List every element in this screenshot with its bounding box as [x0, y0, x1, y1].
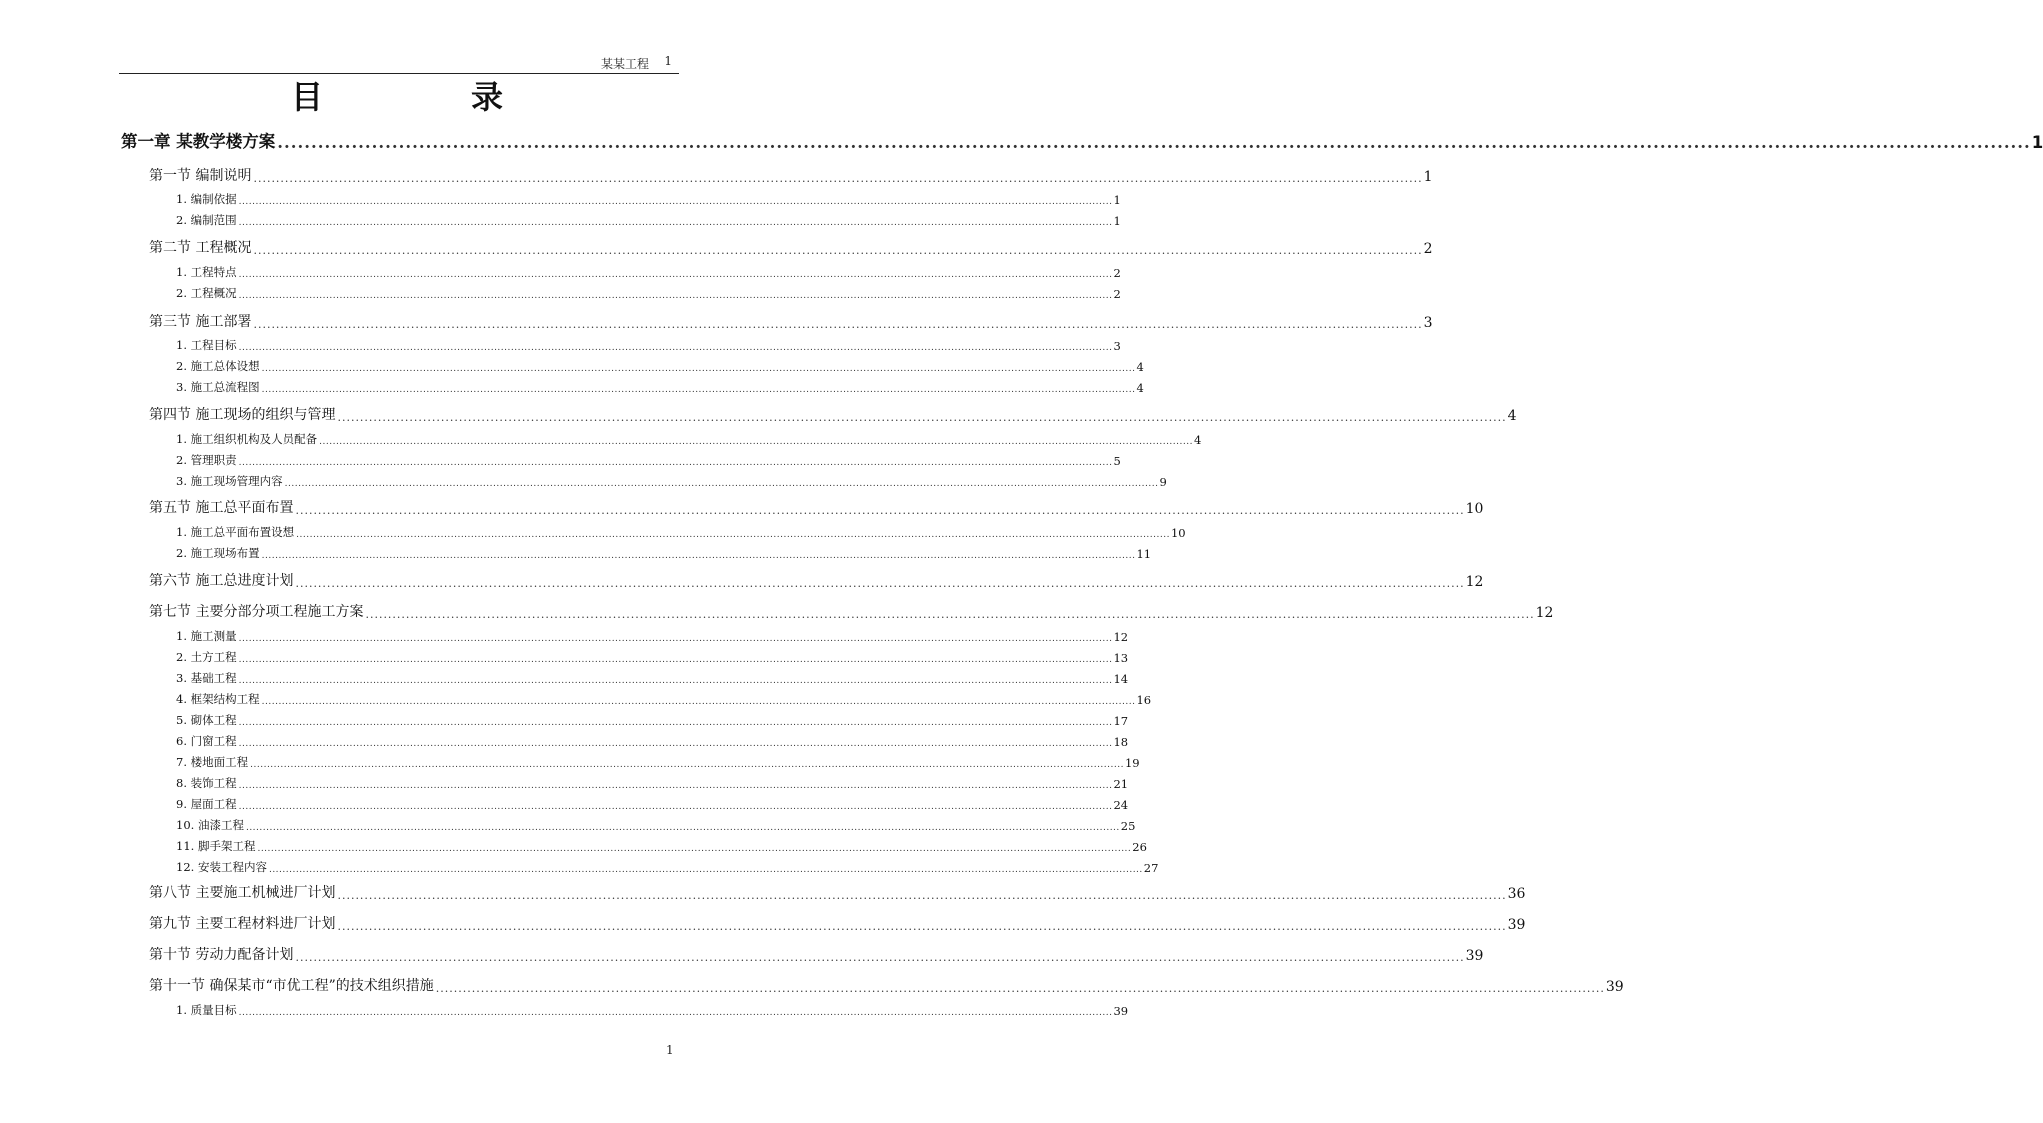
toc-entry-title: 第八节 主要施工机械进厂计划	[149, 885, 336, 901]
toc-entry-title: 第六节 施工总进度计划	[149, 573, 294, 589]
toc-entry-title: 第十一节 确保某市“市优工程”的技术组织措施	[149, 978, 434, 994]
toc-leader-dots: ....................................................................................................................................................................................................................................................................	[365, 608, 1535, 621]
toc-entry-page: 2	[1113, 287, 1121, 301]
toc-entry-title: 2. 土方工程	[176, 650, 237, 664]
toc-leader-dots: ....................................................................................................................................................................................................................................................................	[337, 889, 1507, 902]
toc-section[interactable]	[149, 237, 1433, 257]
toc-entry-page: 4	[1136, 360, 1144, 374]
toc-entry-title: 5. 砌体工程	[176, 713, 237, 727]
toc-subsection[interactable]	[176, 545, 1152, 561]
toc-leader-dots: ....................................................................................................................................................................................................................................................................	[250, 760, 1124, 770]
toc-leader-dots: ....................................................................................................................................................................................................................................................................	[238, 718, 1113, 728]
toc-entry-title: 2. 管理职责	[176, 453, 237, 467]
toc-entry-title: 4. 框架结构工程	[176, 692, 260, 706]
toc-section[interactable]	[149, 404, 1517, 424]
toc-entry-title: 1. 施工组织机构及人员配备	[176, 432, 318, 446]
toc-leader-dots: ....................................................................................................................................................................................................................................................................	[245, 823, 1120, 833]
toc-subsection[interactable]	[176, 691, 1152, 707]
toc-subsection[interactable]	[176, 670, 1129, 686]
toc-leader-dots: ....................................................................................................................................................................................................................................................................	[295, 577, 1465, 590]
toc-entry-page: 13	[1113, 651, 1129, 665]
toc-leader-dots: ....................................................................................................................................................................................................................................................................	[261, 551, 1136, 561]
toc-leader-dots: ....................................................................................................................................................................................................................................................................	[261, 697, 1136, 707]
toc-entry-page: 39	[1605, 979, 1624, 995]
toc-entry-page: 26	[1132, 840, 1147, 854]
toc-entry-title: 3. 施工总流程图	[176, 380, 260, 394]
toc-leader-dots: ....................................................................................................................................................................................................................................................................	[261, 364, 1136, 374]
toc-entry-page: 39	[1113, 1004, 1129, 1018]
toc-leader-dots: ....................................................................................................................................................................................................................................................................	[253, 172, 1423, 185]
toc-entry-title: 7. 楼地面工程	[176, 755, 249, 769]
toc-entry-title: 第七节 主要分部分项工程施工方案	[149, 604, 364, 620]
toc-leader-dots: ....................................................................................................................................................................................................................................................................	[257, 844, 1132, 854]
toc-leader-dots: ....................................................................................................................................................................................................................................................................	[238, 655, 1113, 665]
toc-subsection[interactable]	[176, 212, 1121, 228]
toc-leader-dots: ....................................................................................................................................................................................................................................................................	[284, 479, 1159, 489]
toc-entry-title: 第三节 施工部署	[149, 314, 252, 330]
toc-entry-title: 第五节 施工总平面布置	[149, 500, 294, 516]
toc-entry-title: 12. 安装工程内容	[176, 860, 267, 874]
toc-leader-dots: ....................................................................................................................................................................................................................................................................	[253, 244, 1423, 257]
toc-section[interactable]	[149, 570, 1484, 590]
toc-subsection[interactable]	[176, 796, 1129, 812]
toc-entry-page: 3	[1423, 315, 1433, 331]
page-title: 目 录	[290, 78, 561, 116]
toc-subsection[interactable]	[176, 431, 1202, 447]
toc-section[interactable]	[149, 913, 1526, 933]
toc-subsection[interactable]	[176, 817, 1136, 833]
toc-entry-page: 36	[1507, 886, 1526, 902]
toc-entry-title: 10. 油漆工程	[176, 818, 244, 832]
toc-entry-page: 1	[1423, 169, 1433, 185]
toc-subsection[interactable]	[176, 1002, 1129, 1018]
toc-subsection[interactable]	[176, 838, 1147, 854]
toc-entry-title: 1. 施工测量	[176, 629, 237, 643]
toc-subsection[interactable]	[176, 337, 1121, 353]
toc-leader-dots: ....................................................................................................................................................................................................................................................................	[238, 676, 1113, 686]
toc-entry-page: 3	[1113, 339, 1121, 353]
toc-entry-page: 11	[1136, 547, 1152, 561]
toc-subsection[interactable]	[176, 285, 1121, 301]
toc-subsection[interactable]	[176, 859, 1159, 875]
toc-entry-title: 8. 装饰工程	[176, 776, 237, 790]
toc-entry-page: 5	[1113, 454, 1121, 468]
toc-subsection[interactable]	[176, 379, 1144, 395]
toc-entry-title: 6. 门窗工程	[176, 734, 237, 748]
page-header	[119, 54, 679, 74]
toc-entry-title: 1. 工程特点	[176, 265, 237, 279]
toc-subsection[interactable]	[176, 754, 1140, 770]
toc-entry-page: 1	[2031, 133, 2043, 152]
toc-entry-title: 第九节 主要工程材料进厂计划	[149, 916, 336, 932]
toc-entry-title: 第一章 某教学楼方案	[121, 132, 276, 151]
toc-leader-dots: ....................................................................................................................................................................................................................................................................	[238, 197, 1113, 207]
toc-entry-page: 10	[1465, 501, 1484, 517]
toc-section[interactable]	[149, 944, 1484, 964]
toc-section[interactable]	[149, 601, 1554, 621]
header-title: 某某工程	[600, 57, 649, 71]
toc-subsection[interactable]	[176, 712, 1129, 728]
toc-section[interactable]	[149, 882, 1526, 902]
toc-entry-title: 2. 施工总体设想	[176, 359, 260, 373]
toc-entry-title: 3. 基础工程	[176, 671, 237, 685]
toc-entry-page: 4	[1507, 408, 1517, 424]
toc-entry-page: 1	[1113, 214, 1121, 228]
toc-entry-page: 27	[1143, 861, 1159, 875]
toc-entry-page: 14	[1113, 672, 1129, 686]
toc-leader-dots: ....................................................................................................................................................................................................................................................................	[268, 865, 1143, 875]
toc-entry-page: 39	[1507, 917, 1526, 933]
toc-entry-page: 1	[1113, 193, 1121, 207]
toc-leader-dots: ....................................................................................................................................................................................................................................................................	[238, 270, 1113, 280]
toc-entry-title: 3. 施工现场管理内容	[176, 474, 283, 488]
toc-leader-dots: ....................................................................................................................................................................................................................................................................	[296, 530, 1170, 540]
toc-subsection[interactable]	[176, 524, 1186, 540]
toc-leader-dots: ....................................................................................................................................................................................................................................................................	[238, 802, 1113, 812]
toc-leader-dots: ....................................................................................................................................................................................................................................................................	[238, 634, 1113, 644]
toc-entry-title: 1. 施工总平面布置设想	[176, 525, 295, 539]
toc-leader-dots: ....................................................................................................................................................................................................................................................................	[238, 218, 1113, 228]
toc-subsection[interactable]	[176, 649, 1129, 665]
toc-entry-title: 第一节 编制说明	[149, 168, 252, 184]
toc-entry-page: 2	[1113, 266, 1121, 280]
toc-entry-title: 1. 工程目标	[176, 338, 237, 352]
toc-leader-dots: ....................................................................................................................................................................................................................................................................	[238, 1008, 1113, 1018]
toc-leader-dots: ....................................................................................................................................................................................................................................................................	[238, 291, 1113, 301]
toc-subsection[interactable]	[176, 264, 1121, 280]
toc-leader-dots: ....................................................................................................................................................................................................................................................................	[295, 504, 1465, 517]
toc-subsection[interactable]	[176, 473, 1167, 489]
toc-entry-page: 39	[1465, 948, 1484, 964]
toc-entry-page: 12	[1465, 574, 1484, 590]
toc-entry-page: 4	[1193, 433, 1202, 447]
toc-section[interactable]	[149, 311, 1433, 331]
toc-leader-dots: ....................................................................................................................................................................................................................................................................	[253, 318, 1423, 331]
toc-leader-dots: ....................................................................................................................................................................................................................................................................	[261, 385, 1136, 395]
toc-leader-dots: ....................................................................................................................................................................................................................................................................	[337, 411, 1507, 424]
toc-entry-page: 18	[1113, 735, 1129, 749]
toc-entry-page: 16	[1136, 693, 1152, 707]
toc-entry-title: 2. 施工现场布置	[176, 546, 260, 560]
toc-leader-dots: ....................................................................................................................................................................................................................................................................	[238, 343, 1113, 353]
toc-leader-dots: ....................................................................................................................................................................................................................................................................	[319, 437, 1193, 447]
toc-subsection[interactable]	[176, 775, 1129, 791]
toc-entry-title: 2. 工程概况	[176, 286, 237, 300]
toc-entry-page: 9	[1159, 475, 1167, 489]
toc-entry-page: 24	[1113, 798, 1129, 812]
toc-entry-page: 17	[1113, 714, 1129, 728]
toc-entry-title: 1. 编制依据	[176, 192, 237, 206]
toc-entry-page: 21	[1113, 777, 1129, 791]
toc-entry-title: 2. 编制范围	[176, 213, 237, 227]
toc-entry-title: 1. 质量目标	[176, 1003, 237, 1017]
toc-entry-page: 2	[1423, 241, 1433, 257]
toc-entry-page: 19	[1124, 756, 1140, 770]
toc-entry-title: 11. 脚手架工程	[176, 839, 256, 853]
toc-leader-dots: ....................................................................................................................................................................................................................................................................	[435, 982, 1605, 995]
toc-leader-dots: ....................................................................................................................................................................................................................................................................	[337, 920, 1507, 933]
toc-entry-page: 12	[1535, 605, 1554, 621]
toc-entry-title: 第四节 施工现场的组织与管理	[149, 407, 336, 423]
toc-leader-dots: ....................................................................................................................................................................................................................................................................	[277, 133, 2031, 152]
toc-entry-title: 9. 屋面工程	[176, 797, 237, 811]
toc-section[interactable]	[149, 975, 1624, 995]
toc-entry-page: 10	[1170, 526, 1186, 540]
toc-subsection[interactable]	[176, 191, 1121, 207]
toc-entry-page: 12	[1113, 630, 1129, 644]
toc-subsection[interactable]	[176, 358, 1144, 374]
header-page-number: 1	[664, 54, 672, 68]
toc-chapter[interactable]	[121, 130, 2043, 152]
toc-subsection[interactable]	[176, 733, 1129, 749]
toc-leader-dots: ....................................................................................................................................................................................................................................................................	[238, 781, 1113, 791]
toc-leader-dots: ....................................................................................................................................................................................................................................................................	[295, 951, 1465, 964]
toc-subsection[interactable]	[176, 628, 1129, 644]
toc-subsection[interactable]	[176, 452, 1121, 468]
toc-leader-dots: ....................................................................................................................................................................................................................................................................	[238, 458, 1113, 468]
toc-section[interactable]	[149, 165, 1433, 185]
toc-section[interactable]	[149, 497, 1484, 517]
toc-entry-title: 第十节 劳动力配备计划	[149, 947, 294, 963]
footer-page-number: 1	[666, 1043, 674, 1057]
toc-entry-page: 25	[1120, 819, 1136, 833]
toc-leader-dots: ....................................................................................................................................................................................................................................................................	[238, 739, 1113, 749]
toc-entry-title: 第二节 工程概况	[149, 240, 252, 256]
toc-entry-page: 4	[1136, 381, 1144, 395]
